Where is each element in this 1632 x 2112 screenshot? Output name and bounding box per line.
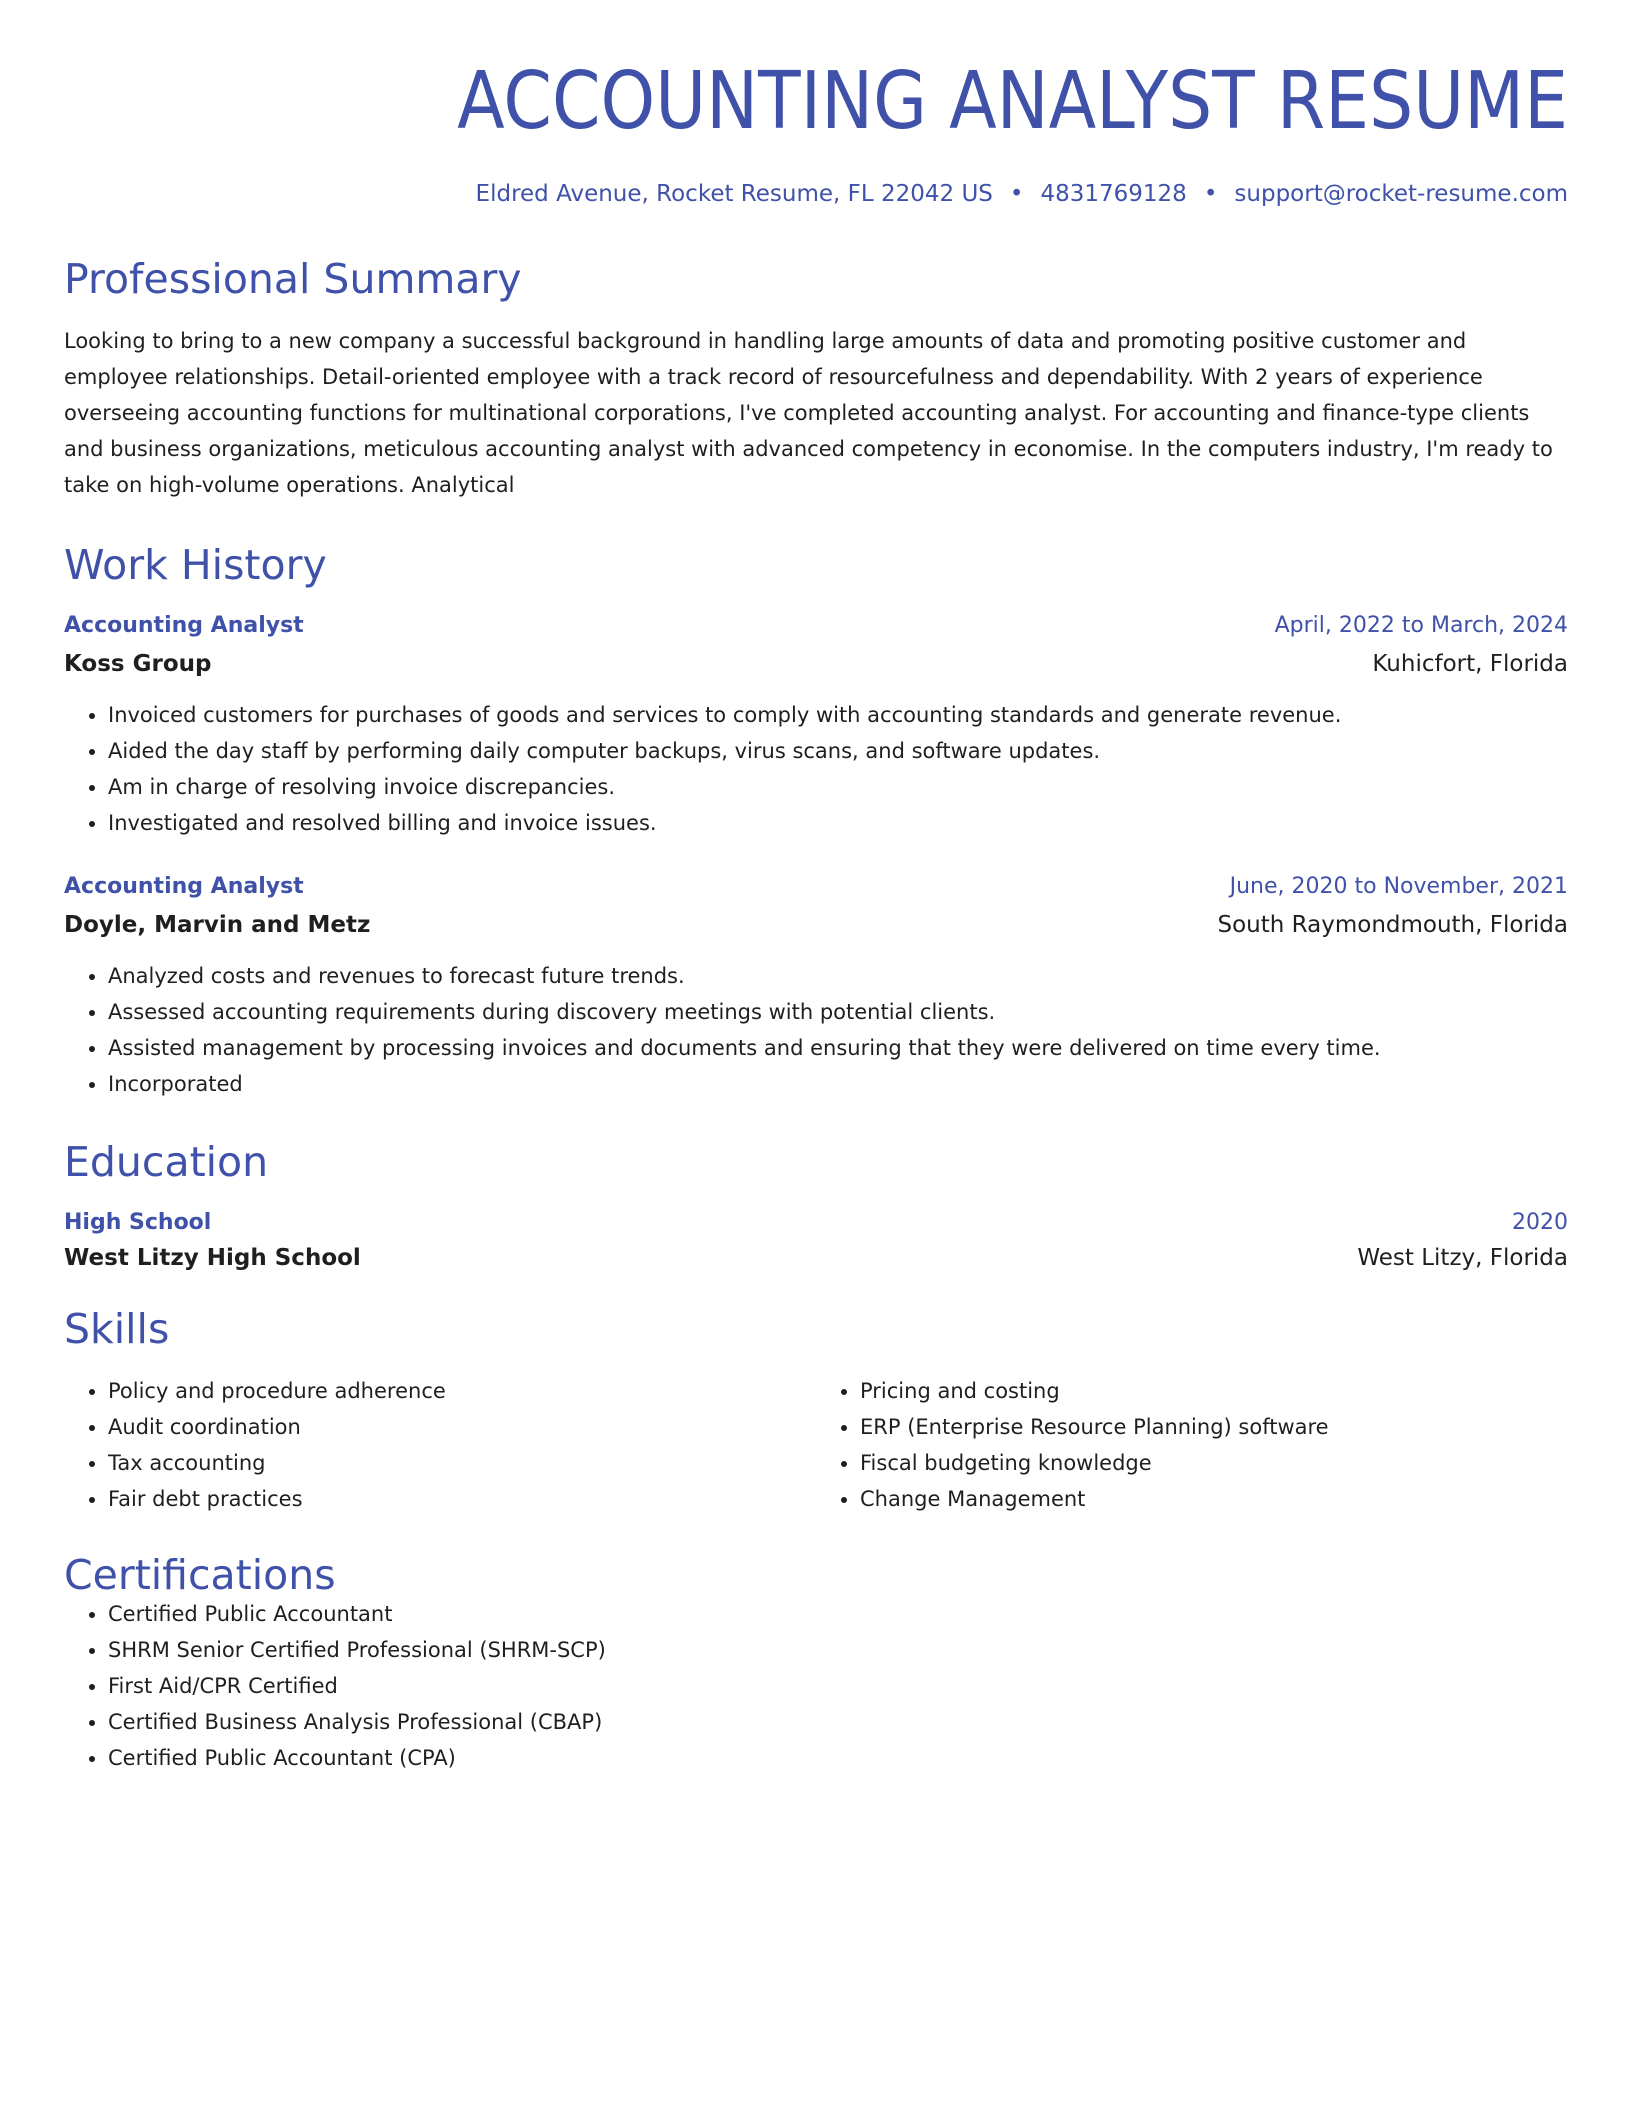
contact-phone: 4831769128 <box>1040 181 1187 207</box>
job-bullet: • Analyzed costs and revenues to forecast future trends. <box>108 958 1568 994</box>
job-bullet: • Assessed accounting requirements during discovery meetings with potential clients. <box>108 994 1568 1030</box>
job-bullet: • Assisted management by processing invoices and documents and ensuring that they were delivered on time every time. <box>108 1030 1568 1066</box>
job-entry <box>64 613 1568 841</box>
contact-address: Eldred Avenue, Rocket Resume, FL 22042 US <box>475 181 993 207</box>
education-school-row <box>64 1245 1568 1271</box>
education-entry <box>64 1210 1568 1271</box>
job-company-row <box>64 912 1568 938</box>
certification-item: • Certified Business Analysis Professional (CBAP) <box>108 1704 1568 1740</box>
certification-item: • Certified Public Accountant <box>108 1596 1568 1632</box>
certification-item: • SHRM Senior Certified Professional (SHRM-SCP) <box>108 1632 1568 1668</box>
contact-email[interactable]: support@rocket-resume.com <box>1234 181 1568 207</box>
job-company-row <box>64 651 1568 677</box>
contact-separator: • <box>1203 181 1218 207</box>
skill-item: • Fiscal budgeting knowledge <box>860 1445 1568 1481</box>
job-bullets <box>64 958 1568 1102</box>
job-title: Accounting Analyst <box>64 613 304 638</box>
skill-item: • Policy and procedure adherence <box>108 1373 816 1409</box>
skill-item: • Change Management <box>860 1481 1568 1517</box>
skills-columns <box>64 1373 1568 1517</box>
section-title-education: Education <box>64 1138 269 1186</box>
job-company: Koss Group <box>64 651 212 677</box>
contact-separator: • <box>1009 181 1024 207</box>
education-header-row <box>64 1210 1568 1235</box>
job-bullet: • Invoiced customers for purchases of goods and services to comply with accounting standards and generate revenue. <box>108 697 1568 733</box>
job-bullets <box>64 697 1568 841</box>
contact-line <box>64 181 1568 207</box>
resume-header <box>64 55 1569 207</box>
job-location: Kuhicfort, Florida <box>1372 651 1568 677</box>
job-location: South Raymondmouth, Florida <box>1217 912 1568 938</box>
job-dates: June, 2020 to November, 2021 <box>1229 874 1568 899</box>
skill-item: • Pricing and costing <box>860 1373 1568 1409</box>
job-title: Accounting Analyst <box>64 874 304 899</box>
certifications-list <box>64 1596 1568 1776</box>
skill-item: • Tax accounting <box>108 1445 816 1481</box>
job-header-row <box>64 874 1568 899</box>
job-company: Doyle, Marvin and Metz <box>64 912 371 938</box>
skills-list-right <box>816 1373 1568 1517</box>
skills-list-left <box>64 1373 816 1517</box>
certification-item: • First Aid/CPR Certified <box>108 1668 1568 1704</box>
skill-item: • Audit coordination <box>108 1409 816 1445</box>
summary-text: Looking to bring to a new company a successful background in handling large amounts of data and promoting positive customer and employee relationships. Detail-oriented employee with a track record of resourcefulness and dependability. With 2 years of experience overseeing accounting functions for multinational corporations, I've completed accounting analyst. For accounting and finance-type clients and business organizations, meticulous accounting analyst with advanced competency in economise. In the computers industry, I'm ready to take on high-volume operations. Analytical <box>64 329 1553 497</box>
job-bullet: • Investigated and resolved billing and invoice issues. <box>108 805 1568 841</box>
skill-item: • ERP (Enterprise Resource Planning) software <box>860 1409 1568 1445</box>
education-location: West Litzy, Florida <box>1357 1245 1568 1271</box>
skill-item: • Fair debt practices <box>108 1481 816 1517</box>
education-school: West Litzy High School <box>64 1245 361 1271</box>
section-title-summary: Professional Summary <box>64 255 522 303</box>
section-title-skills: Skills <box>64 1305 170 1353</box>
job-bullet: • Aided the day staff by performing daily computer backups, virus scans, and software updates. <box>108 733 1568 769</box>
resume-name: ACCOUNTING ANALYST RESUME <box>457 55 1569 147</box>
job-header-row <box>64 613 1568 638</box>
section-title-work-history: Work History <box>64 541 327 589</box>
certification-item: • Certified Public Accountant (CPA) <box>108 1740 1568 1776</box>
job-dates: April, 2022 to March, 2024 <box>1274 613 1568 638</box>
education-year: 2020 <box>1512 1210 1568 1235</box>
job-bullet: • Am in charge of resolving invoice discrepancies. <box>108 769 1568 805</box>
job-entry <box>64 874 1568 1102</box>
section-title-certifications: Certifications <box>64 1551 336 1599</box>
job-bullet: • Incorporated <box>108 1066 1568 1102</box>
education-degree: High School <box>64 1210 212 1235</box>
